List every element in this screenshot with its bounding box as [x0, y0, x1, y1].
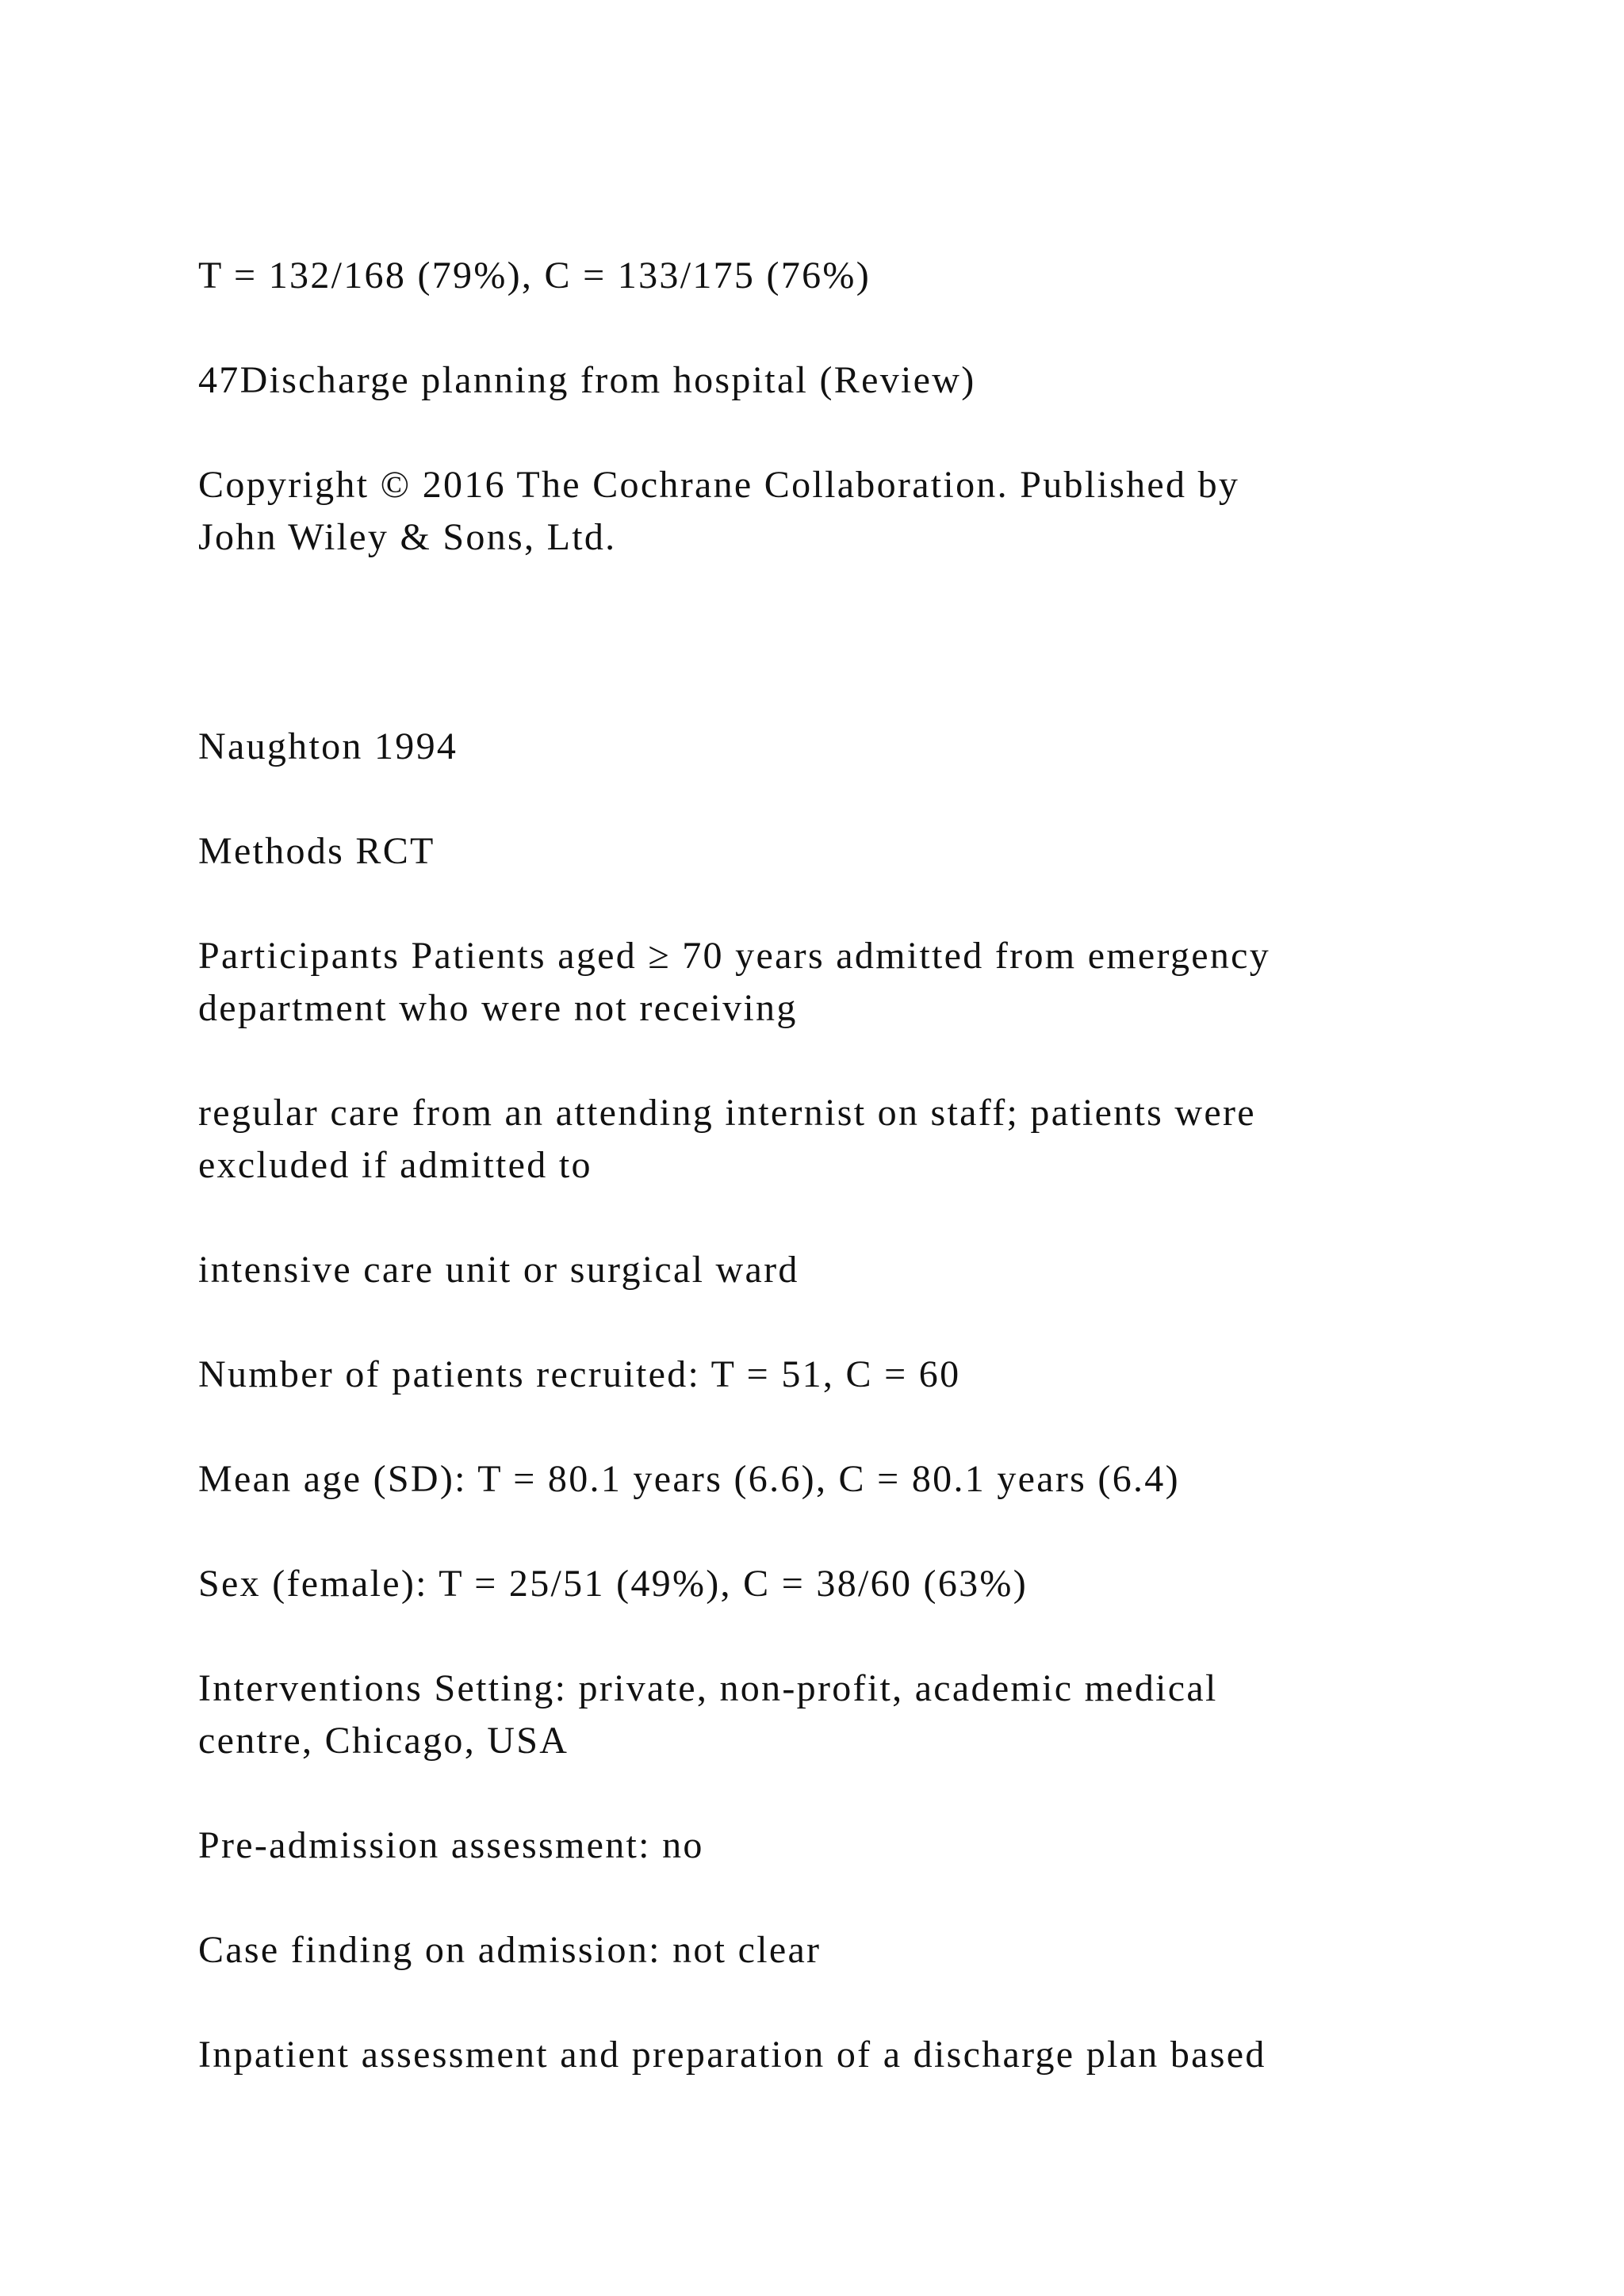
recruited-line: Number of patients recruited: T = 51, C = 60: [198, 1353, 961, 1395]
copyright-line: Copyright © 2016 The Cochrane Collaboration. Published by: [198, 464, 1240, 506]
result-line: T = 132/168 (79%), C = 133/175 (76%): [198, 254, 871, 297]
page-footer-title: 47Discharge planning from hospital (Review): [198, 359, 976, 401]
copyright-line: John Wiley & Sons, Ltd.: [198, 516, 617, 558]
interventions-line: centre, Chicago, USA: [198, 1720, 569, 1762]
sex-line: Sex (female): T = 25/51 (49%), C = 38/60 (63%): [198, 1563, 1028, 1605]
participants-line: intensive care unit or surgical ward: [198, 1249, 799, 1291]
inpatient-assessment-line: Inpatient assessment and preparation of a discharge plan based: [198, 2034, 1266, 2076]
case-finding-line: Case finding on admission: not clear: [198, 1929, 822, 1971]
participants-line: regular care from an attending internist on staff; patients were: [198, 1092, 1256, 1134]
participants-line: department who were not receiving: [198, 987, 798, 1029]
participants-line: Participants Patients aged ≥ 70 years admitted from emergency: [198, 935, 1271, 977]
pre-admission-line: Pre-admission assessment: no: [198, 1824, 704, 1866]
participants-line: excluded if admitted to: [198, 1144, 592, 1186]
mean-age-line: Mean age (SD): T = 80.1 years (6.6), C = 80.1 years (6.4): [198, 1458, 1180, 1500]
interventions-line: Interventions Setting: private, non-profit, academic medical: [198, 1667, 1218, 1709]
methods-line: Methods RCT: [198, 830, 435, 872]
study-heading: Naughton 1994: [198, 725, 458, 767]
